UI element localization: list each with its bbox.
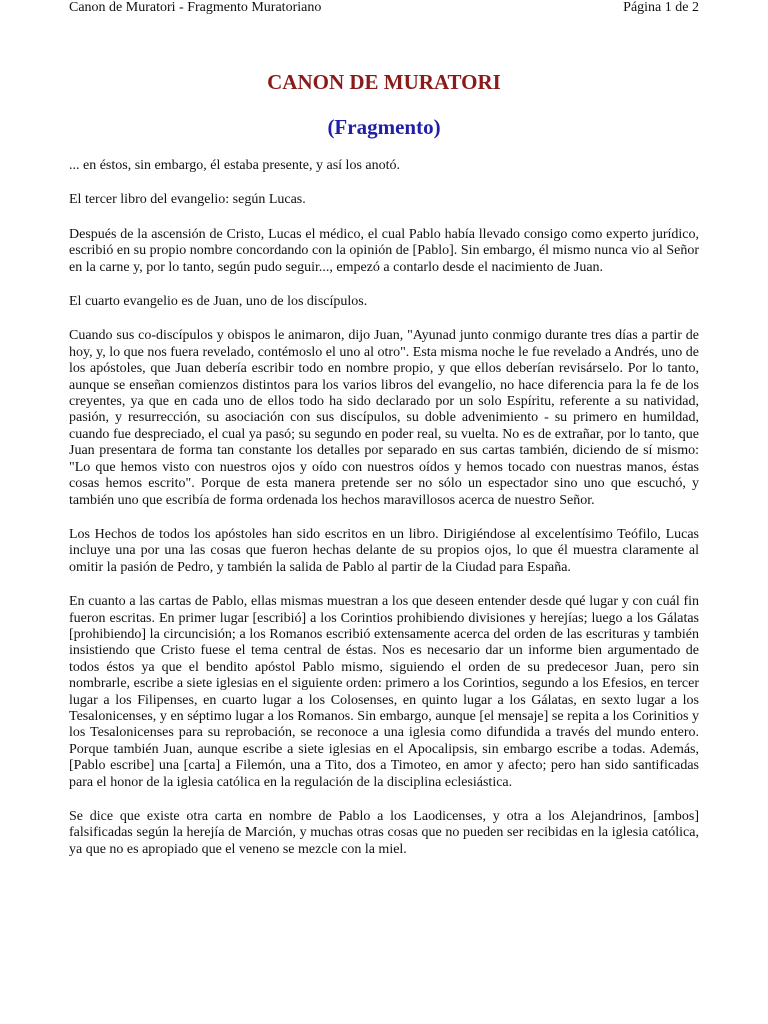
document-subtitle: (Fragmento) (327, 115, 441, 139)
paragraph: Los Hechos de todos los apóstoles han sido escritos en un libro. Dirigiéndose al excelentísimo Teófilo, Lucas incluye una por una las cosas que fueron hechas delante de su propios ojos, lo que él muestra claramente al omitir la pasión de Pedro, y también la salida de Pablo al partir de la Ciudad para España. (69, 526, 699, 575)
document-title: CANON DE MURATORI (267, 70, 501, 94)
paragraph: Se dice que existe otra carta en nombre de Pablo a los Laodicenses, y otra a los Alejandrinos, [ambos] falsificadas según la herejía de Marción, y muchas otras cosas que no pueden ser recibidas en la iglesia católica, ya que no es apropiado que el veneno se mezcle con la miel. (69, 809, 699, 857)
paragraph: El tercer libro del evangelio: según Lucas. (69, 192, 306, 208)
header-page-number: Página 1 de 2 (623, 0, 699, 15)
paragraph: Cuando sus co-discípulos y obispos le animaron, dijo Juan, "Ayunad junto conmigo durante tres días a partir de hoy, y, lo que nos fuera revelado, contémoslo el uno al otro". Esta misma noche le fue revelado a Andrés, uno de los apóstoles, que Juan debería escribir todo en nombre propio, y que ellos deberían revisárselo. Por lo tanto, aunque se enseñan comienzos distintos para los varios libros del evangelio, no hace diferencia para la fe de los creyentes, ya que en cada uno de ellos todo ha sido declarado por un solo Espíritu, referente a su natividad, pasión, y resurrección, su asociación con sus discípulos, su doble advenimiento - su primero en humildad, cuando fue despreciado, el cual ya pasó; su segundo en poder real, su vuelta. No es de extrañar, por lo tanto, que Juan presentara de forma tan constante los detalles por separado en sus cartas también, diciendo de sí mismo: "Lo que hemos visto con nuestros ojos y oído con nuestros oídos y hemos tocado con nuestras manos, éstas cosas hemos escrito". Porque de esta manera pretende ser no sólo un espectador sino uno que escuchó, y también uno que escribía de forma ordenada los hechos maravillosos acerca de nuestro Señor. (69, 328, 699, 508)
document-body (69, 158, 699, 876)
header-document-title: Canon de Muratori - Fragmento Muratoriano (69, 0, 322, 15)
paragraph: Después de la ascensión de Cristo, Lucas el médico, el cual Pablo había llevado consigo como experto jurídico, escribió en su propio nombre concordando con la opinión de [Pablo]. Sin embargo, él mismo nunca vio al Señor en la carne y, por lo tanto, según pudo seguir..., empezó a contarlo desde el nacimiento de Juan. (69, 226, 699, 275)
paragraph: ... en éstos, sin embargo, él estaba presente, y así los anotó. (69, 158, 400, 173)
paragraph: En cuanto a las cartas de Pablo, ellas mismas muestran a los que deseen entender desde qué lugar y con cuál fin fueron escritas. En primer lugar [escribió] a los Corintios prohibiendo divisiones y herejías; luego a los Gálatas [prohibiendo] la circuncisión; a los Romanos escribió extensamente acerca del orden de las escrituras y también insistiendo que Cristo fuese el tema central de éstas. Nos es necesario dar un informe bien argumentado de todos éstos ya que el bendito apóstol Pablo mismo, siguiendo el orden de su predecesor Juan, pero sin nombrarle, escribe a siete iglesias en el siguiente orden: primero a los Corintios, segundo a los Efesios, en tercer lugar a los Filipenses, en cuarto lugar a los Colosenses, en quinto lugar a los Gálatas, en sexto lugar a los Tesalonicenses, y en séptimo lugar a los Romanos. Sin embargo, aunque [el mensaje] se repita a los Corinitios y los Tesalonicenses para su reprobación, se reconoce a una iglesia como difundida a través del mundo entero. Porque también Juan, aunque escribe a siete iglesias en el Apocalipsis, sin embargo escribe a todas. Además, [Pablo escribe] una [carta] a Filemón, una a Tito, dos a Timoteo, en amor y afecto; pero han sido santificadas para el honor de la iglesia católica en la regulación de la disciplina eclesiástica. (69, 594, 699, 790)
paragraph: El cuarto evangelio es de Juan, uno de los discípulos. (69, 294, 368, 310)
page-header (0, 0, 768, 22)
